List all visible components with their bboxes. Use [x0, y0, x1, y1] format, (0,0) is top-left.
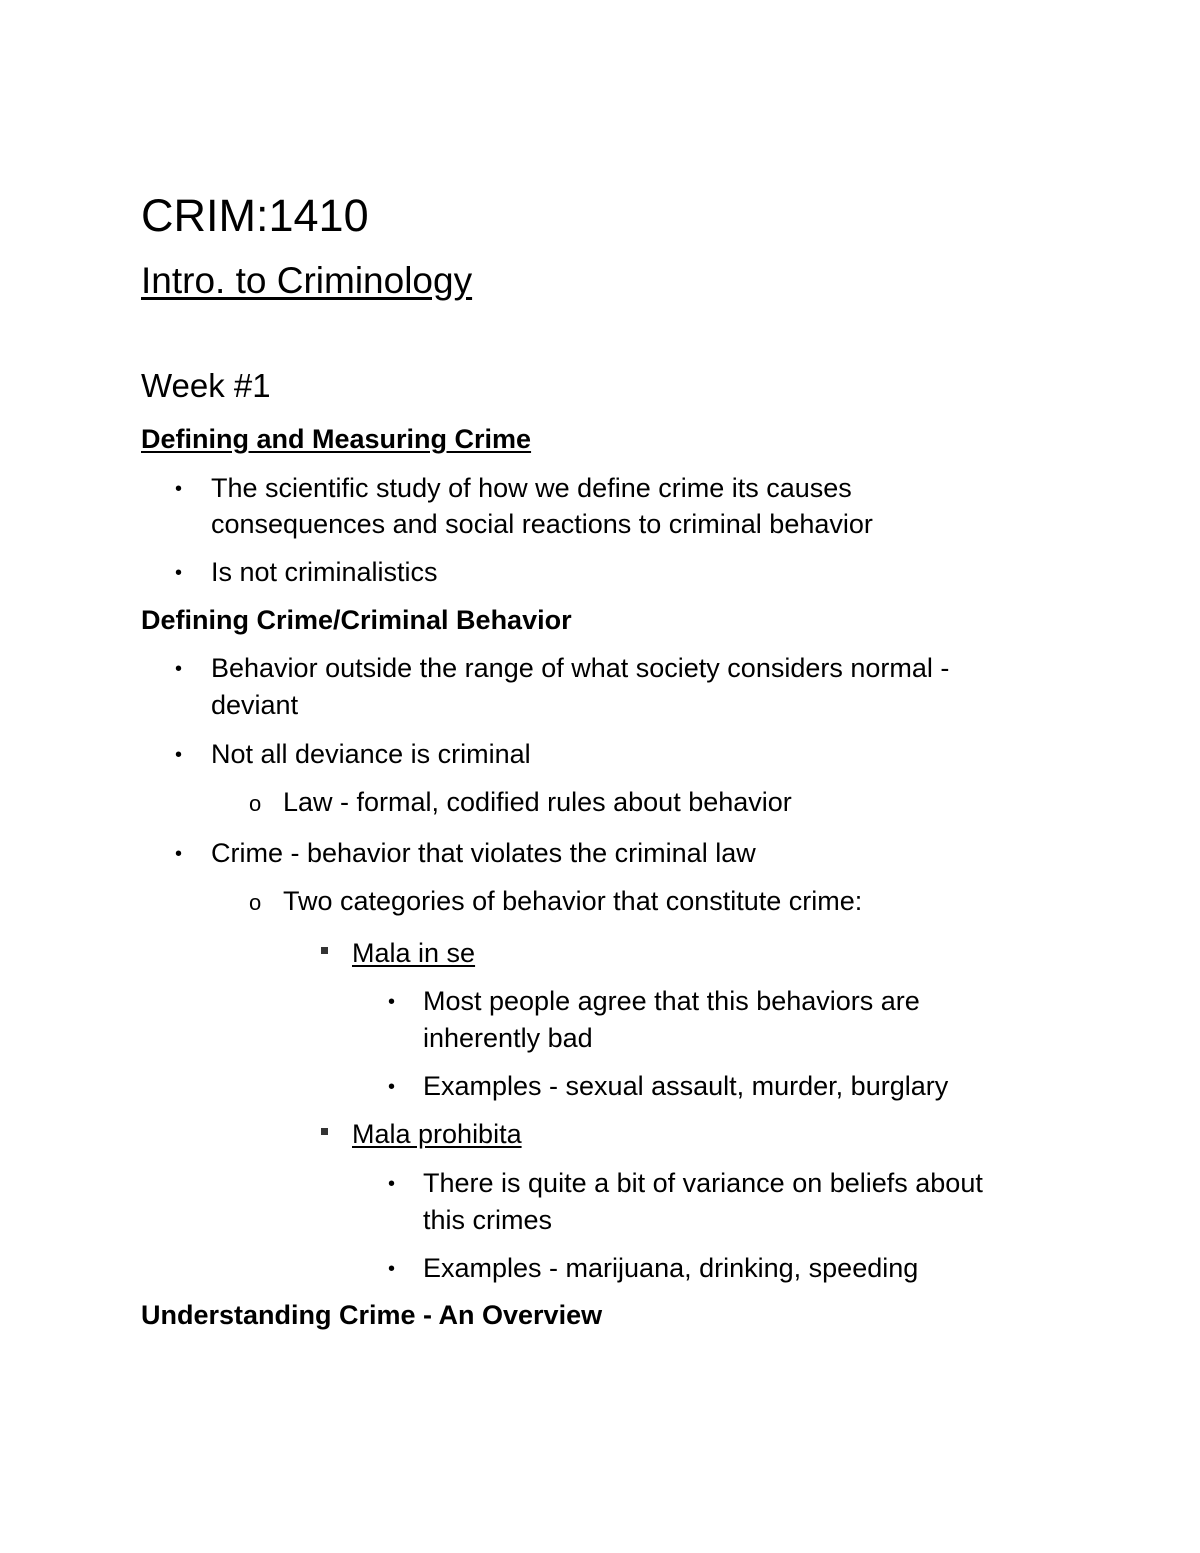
section-heading: Defining and Measuring Crime: [141, 424, 532, 454]
list-item: inherently bad: [423, 1023, 593, 1053]
circle-bullet-icon: o: [249, 791, 262, 816]
list-item: this crimes: [423, 1205, 553, 1235]
list-item: Not all deviance is criminal: [211, 739, 531, 769]
course-code: CRIM:1410: [141, 190, 369, 241]
course-title: Intro. to Criminology: [141, 260, 473, 301]
bullet-icon: •: [175, 744, 183, 766]
list-item: There is quite a bit of variance on beliefs about: [423, 1168, 983, 1198]
section-heading: Understanding Crime - An Overview: [141, 1300, 603, 1330]
section-heading: Defining Crime/Criminal Behavior: [141, 605, 572, 635]
list-item: Most people agree that this behaviors are: [423, 986, 920, 1016]
square-bullet-icon: [321, 1128, 328, 1135]
list-item: Behavior outside the range of what society considers normal -: [211, 653, 950, 683]
bullet-icon: •: [175, 562, 183, 584]
list-item: The scientific study of how we define crime its causes: [211, 473, 852, 503]
bullet-icon: •: [175, 843, 183, 865]
square-bullet-icon: [321, 947, 328, 954]
bullet-icon: •: [388, 1076, 396, 1098]
list-item: Crime - behavior that violates the criminal law: [211, 838, 756, 868]
bullet-icon: •: [388, 1258, 396, 1280]
bullet-icon: •: [388, 1173, 396, 1195]
list-item: consequences and social reactions to criminal behavior: [211, 509, 873, 539]
list-item: Two categories of behavior that constitute crime:: [283, 886, 863, 916]
bullet-icon: •: [388, 991, 396, 1013]
circle-bullet-icon: o: [249, 890, 262, 915]
term-mala-in-se: Mala in se: [352, 938, 476, 968]
list-item: Is not criminalistics: [211, 557, 438, 587]
list-item: deviant: [211, 690, 299, 720]
bullet-icon: •: [175, 478, 183, 500]
list-item: Examples - sexual assault, murder, burglary: [423, 1071, 949, 1101]
bullet-icon: •: [175, 658, 183, 680]
list-item: Law - formal, codified rules about behavior: [283, 787, 792, 817]
term-mala-prohibita: Mala prohibita: [352, 1119, 522, 1149]
week-label: Week #1: [141, 367, 271, 404]
list-item: Examples - marijuana, drinking, speeding: [423, 1253, 919, 1283]
